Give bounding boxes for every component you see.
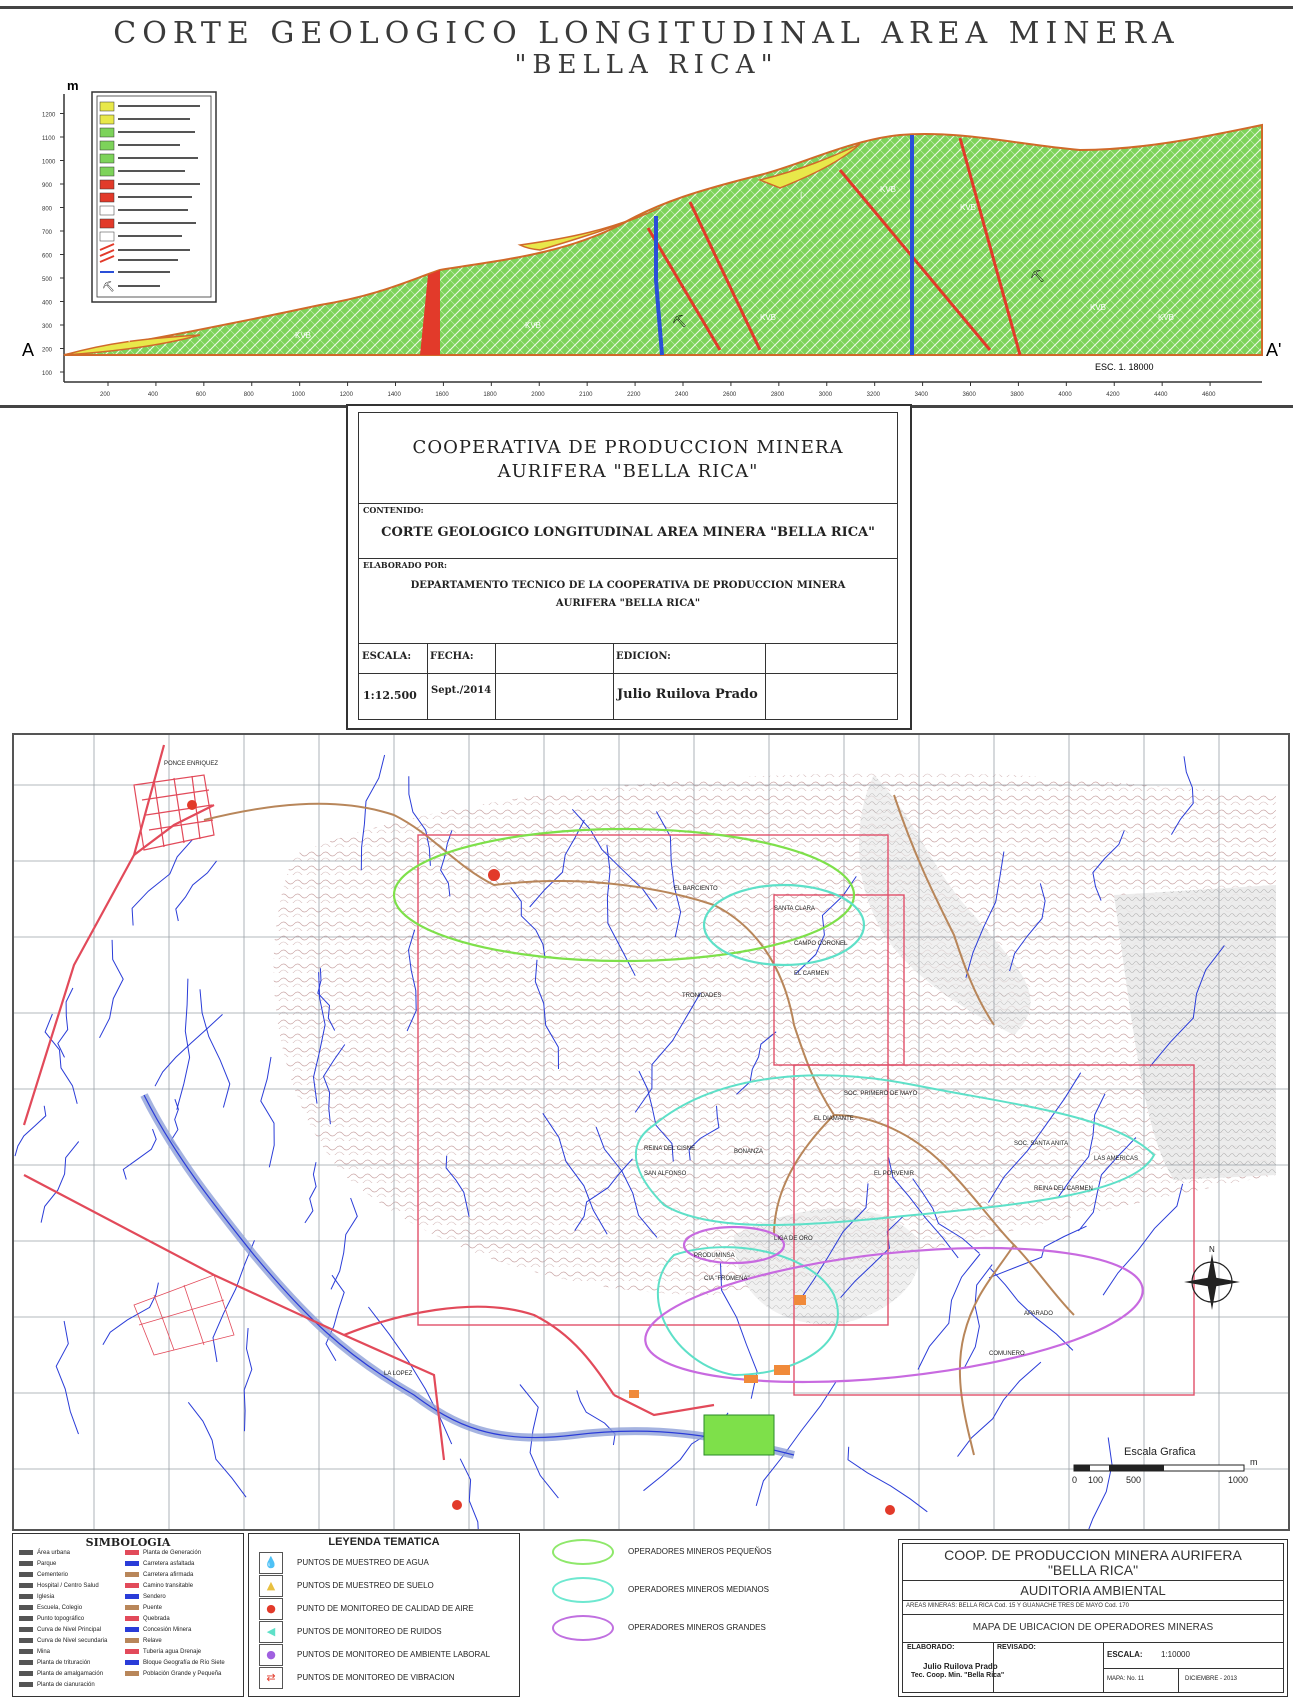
cartouche-line2: "BELLA RICA": [1047, 1562, 1139, 1578]
simbologia-item-label: Planta de Generación: [143, 1550, 202, 1557]
section-title-line1: CORTE GEOLOGICO LONGITUDINAL AREA MINERA: [113, 16, 1180, 51]
simbologia-item: [125, 1638, 162, 1644]
section-start-label: A: [22, 340, 35, 360]
place-label: CAMPO CORONEL: [794, 941, 848, 947]
place-label: SAN ALFONSO: [644, 1171, 687, 1177]
place-label: PONCE ENRIQUEZ: [164, 761, 219, 767]
simbologia-item: [19, 1550, 70, 1556]
simbologia-title: SIMBOLOGIA: [85, 1536, 171, 1549]
simbologia-item: [19, 1616, 84, 1622]
simbologia-item-label: Carretera afirmada: [143, 1572, 194, 1579]
operator-zone-swatch-icon: [552, 1539, 614, 1565]
y-tick-label: 900: [42, 183, 53, 189]
monitoring-point-icon: 💧: [259, 1552, 283, 1574]
scale-bar-tick: 100: [1088, 1475, 1104, 1485]
simbologia-item-label: Curva de Nivel secundaria: [37, 1638, 108, 1645]
simbologia-item: [19, 1638, 107, 1644]
place-label: EL PORVENIR: [874, 1171, 915, 1177]
leyenda-tematica-box: [248, 1533, 520, 1697]
operator-zone-label: OPERADORES MINEROS MEDIANOS: [628, 1585, 769, 1594]
top-frame-line: [0, 6, 1293, 9]
x-tick-label: 2000: [531, 392, 545, 398]
place-label: REINA DEL CARMEN: [1034, 1186, 1093, 1192]
simbologia-item: [19, 1561, 56, 1567]
section-scale-text: ESC. 1. 18000: [1095, 362, 1154, 372]
x-tick-label: 4600: [1202, 392, 1216, 398]
place-label: TRONIDADES: [682, 993, 722, 999]
scale-bar-tick: 0: [1072, 1475, 1078, 1485]
simbologia-swatch-icon: [125, 1561, 139, 1566]
simbologia-item: [125, 1627, 191, 1633]
place-label: LA LOPEZ: [384, 1371, 413, 1377]
simbologia-item: [19, 1572, 68, 1578]
simbologia-swatch-icon: [125, 1583, 139, 1588]
simbologia-item: [125, 1550, 201, 1556]
x-tick-label: 4000: [1058, 392, 1072, 398]
place-label: REINA DEL CISNE: [644, 1146, 696, 1152]
operator-zone-label: OPERADORES MINEROS PEQUEÑOS: [628, 1547, 772, 1556]
tb-fecha-label: FECHA:: [430, 651, 474, 662]
simbologia-item: [125, 1616, 170, 1622]
tb-footer-row: [359, 643, 897, 719]
simbologia-item: [19, 1605, 82, 1611]
y-tick-label: 500: [42, 277, 53, 283]
place-label: PRODUMINSA: [694, 1253, 735, 1259]
place-label: EL CARMEN: [794, 971, 829, 977]
simbologia-item-label: Bloque Geografía de Río Siete: [143, 1660, 225, 1667]
geologic-cross-section: [0, 80, 1293, 410]
monitoring-point-icon: ⇄: [259, 1667, 283, 1689]
simbologia-swatch-icon: [125, 1638, 139, 1643]
tb-elaborado-line2: AURIFERA "BELLA RICA": [555, 598, 701, 609]
cartouche-elaborado-label: ELABORADO:: [907, 1644, 955, 1651]
tematica-item-label: PUNTOS DE MONITOREO DE AMBIENTE LABORAL: [297, 1650, 491, 1659]
tematica-item-label: PUNTOS DE MONITOREO DE RUIDOS: [297, 1627, 442, 1636]
scale-bar-title: Escala Grafica: [1124, 1446, 1196, 1458]
x-tick-label: 1200: [339, 392, 353, 398]
leyenda-tematica-list: [249, 1552, 519, 1694]
x-tick-label: 1400: [387, 392, 401, 398]
simbologia-item: [125, 1561, 194, 1567]
place-label: BONANZA: [734, 1149, 764, 1155]
tematica-item-label: PUNTOS DE MUESTREO DE AGUA: [297, 1558, 429, 1567]
geologic-unit-label: KVB: [1158, 313, 1175, 322]
place-label: SOC. SANTA ANITA: [1014, 1141, 1069, 1147]
simbologia-item-label: Área urbana: [37, 1550, 71, 1557]
monitoring-point-icon: ●: [259, 1644, 283, 1666]
tb-edicion-cell: [613, 643, 766, 719]
simbologia-swatch-icon: [19, 1682, 33, 1687]
tb-contenido-row: [359, 503, 897, 559]
simbologia-swatch-icon: [125, 1605, 139, 1610]
simbologia-swatch-icon: [125, 1550, 139, 1555]
x-tick-label: 4400: [1154, 392, 1168, 398]
tb-blank-cell: [495, 643, 614, 719]
cartouche-inner: [902, 1543, 1284, 1693]
simbologia-swatch-icon: [19, 1550, 33, 1555]
x-tick-label: 200: [100, 392, 111, 398]
geologic-unit-label: KVB: [295, 331, 312, 340]
cartouche-line3: AUDITORIA AMBIENTAL: [1020, 1583, 1166, 1598]
monitoring-point-icon: ●: [259, 1598, 283, 1620]
leyenda-tematica-title: LEYENDA TEMATICA: [328, 1536, 440, 1548]
title-block-inner: [358, 412, 898, 720]
x-tick-label: 2100: [579, 392, 593, 398]
simbologia-item-label: Parque: [37, 1561, 57, 1568]
geologic-unit-label: KVB: [1090, 303, 1107, 312]
simbologia-swatch-icon: [125, 1627, 139, 1632]
simbologia-item-label: Relave: [143, 1638, 162, 1645]
simbologia-item: [19, 1583, 99, 1589]
cartouche-date: DICIEMBRE - 2013: [1185, 1676, 1238, 1682]
x-tick-label: 2600: [722, 392, 737, 398]
simbologia-swatch-icon: [125, 1616, 139, 1621]
x-tick-label: 3800: [1010, 392, 1024, 398]
tb-fecha-cell: [427, 643, 496, 719]
x-tick-label: 2200: [627, 392, 641, 398]
x-tick-label: 3200: [866, 392, 881, 398]
simbologia-swatch-icon: [19, 1583, 33, 1588]
monitoring-point-icon: ▲: [259, 1575, 283, 1597]
tb-contenido-text: CORTE GEOLOGICO LONGITUDINAL AREA MINERA "BELLA RICA": [381, 525, 875, 540]
simbologia-item: [125, 1594, 166, 1600]
y-tick-label: 1200: [42, 112, 56, 119]
cartouche-author-line1: Julio Ruilova Prado: [923, 1662, 998, 1671]
x-tick-label: 1600: [435, 392, 449, 398]
y-tick-label: 600: [42, 253, 53, 260]
simbologia-item-label: Planta de cianuración: [37, 1682, 95, 1689]
tb-escala-label: ESCALA:: [362, 651, 412, 662]
tb-edicion-label: EDICION:: [616, 651, 671, 662]
tb-org-line1: COOPERATIVA DE PRODUCCION MINERA: [412, 437, 844, 458]
tb-escala-cell: [359, 643, 428, 719]
simbologia-swatch-icon: [19, 1638, 33, 1643]
simbologia-swatch-icon: [19, 1605, 33, 1610]
simbologia-item: [19, 1649, 50, 1655]
mine-symbol-icon: ⛏: [672, 314, 688, 328]
place-label: EL DIAMANTE: [814, 1116, 854, 1122]
geologic-unit-label: KVB: [760, 313, 777, 322]
map-cartouche: [898, 1539, 1288, 1697]
simbologia-list: [13, 1550, 243, 1694]
tailings-facility: [704, 1415, 774, 1455]
simbologia-swatch-icon: [125, 1660, 139, 1665]
x-tick-label: 800: [243, 392, 254, 398]
cartouche-author-line2: Tec. Coop. Min. "Bella Rica": [911, 1672, 1005, 1679]
tematica-item-label: PUNTO DE MONITOREO DE CALIDAD DE AIRE: [297, 1604, 474, 1613]
tb-elaborado-row: [359, 558, 897, 644]
simbologia-swatch-icon: [125, 1649, 139, 1654]
svg-text:⛏: ⛏: [102, 282, 115, 293]
operator-zone-swatch-icon: [552, 1615, 614, 1641]
simbologia-swatch-icon: [19, 1572, 33, 1577]
geologic-unit-label: KVB: [525, 321, 542, 330]
simbologia-item-label: Concesión Minera: [143, 1627, 192, 1634]
terrain-body: [64, 125, 1262, 355]
geology-legend-box: [92, 92, 216, 302]
simbologia-item-label: Carretera asfaltada: [143, 1561, 195, 1568]
simbologia-item-label: Iglesia: [37, 1594, 55, 1601]
simbologia-item: [19, 1671, 103, 1677]
section-end-label: A': [1266, 340, 1282, 360]
tb-elaborado-line1: DEPARTAMENTO TECNICO DE LA COOPERATIVA DE PRODUCCION MINERA: [410, 580, 846, 591]
geologic-unit-label: KVB: [880, 185, 897, 194]
geologic-unit-label: KVB: [960, 203, 977, 212]
x-tick-label: 3400: [914, 392, 928, 398]
cartouche-revisado-label: REVISADO:: [997, 1644, 1036, 1651]
simbologia-item-label: Tubería agua Drenaje: [143, 1649, 202, 1656]
cartouche-escala-value: 1:10000: [1161, 1650, 1190, 1659]
place-label: CIA "FROMENA": [704, 1276, 750, 1282]
cartouche-line4: AREAS MINERAS: BELLA RICA Cod. 15 Y GUANACHE TRES DE MAYO Cod. 170: [906, 1603, 1129, 1609]
scale-bar-unit: m: [1250, 1457, 1258, 1467]
simbologia-item: [125, 1583, 193, 1589]
simbologia-item: [125, 1660, 225, 1666]
cartouche-escala-label: ESCALA:: [1107, 1650, 1143, 1659]
simbologia-swatch-icon: [125, 1671, 139, 1676]
simbologia-item: [19, 1660, 90, 1666]
tematica-item-label: PUNTOS DE MUESTREO DE SUELO: [297, 1581, 434, 1590]
simbologia-item-label: Planta de trituración: [37, 1660, 91, 1667]
x-tick-label: 3000: [818, 392, 833, 398]
simbologia-item: [125, 1605, 162, 1611]
simbologia-item: [125, 1572, 193, 1578]
place-label: COMUNERO: [989, 1351, 1025, 1357]
place-label: SOC. PRIMERO DE MAYO: [844, 1091, 918, 1097]
x-tick-label: 4200: [1106, 392, 1120, 398]
simbologia-item-label: Camino transitable: [143, 1583, 194, 1590]
map-legend-area: [12, 1529, 1286, 1700]
geologic-section-panel: [0, 0, 1293, 410]
north-label: N: [1209, 1245, 1215, 1254]
simbologia-item-label: Puente: [143, 1605, 163, 1612]
y-tick-label: 1000: [42, 159, 56, 166]
x-tick-label: 3600: [962, 392, 976, 398]
simbologia-item-label: Curva de Nivel Principal: [37, 1627, 102, 1634]
tb-elaborado-label: ELABORADO POR:: [363, 560, 447, 570]
y-tick-label: 700: [42, 230, 53, 236]
place-label: LIGA DE ORO: [774, 1236, 813, 1242]
operator-zone-label: OPERADORES MINEROS GRANDES: [628, 1623, 766, 1632]
simbologia-swatch-icon: [19, 1649, 33, 1654]
simbologia-item-label: Cementerio: [37, 1572, 69, 1579]
y-tick-label: 1100: [42, 136, 55, 142]
operators-legend: [552, 1539, 822, 1659]
geologic-unit-label: I: [800, 191, 803, 200]
x-tick-label: 1000: [291, 392, 306, 398]
simbologia-item: [19, 1627, 101, 1633]
tb-org-row: [359, 413, 897, 504]
x-tick-label: 600: [195, 392, 206, 398]
simbologia-swatch-icon: [19, 1561, 33, 1566]
simbologia-swatch-icon: [19, 1627, 33, 1632]
simbologia-item: [19, 1682, 95, 1688]
title-block: [346, 404, 912, 730]
scale-bar-tick: 1000: [1228, 1475, 1249, 1485]
cartouche-line5: MAPA DE UBICACION DE OPERADORES MINERAS: [972, 1622, 1214, 1633]
simbologia-swatch-icon: [19, 1616, 33, 1621]
place-label: LAS AMERICAS: [1094, 1156, 1139, 1162]
y-tick-label: 100: [42, 371, 53, 377]
y-tick-label: 300: [42, 324, 53, 330]
x-tick-label: 2400: [675, 392, 689, 398]
y-tick-label: 200: [42, 347, 53, 354]
geologic-unit-label: I: [128, 335, 131, 344]
tb-footer-divider: [359, 673, 897, 674]
operator-zone-swatch-icon: [552, 1577, 614, 1603]
location-map: [12, 733, 1290, 1531]
cartouche-mapa-label: MAPA: No. 11: [1107, 1676, 1145, 1682]
y-tick-label: 400: [42, 300, 53, 307]
tb-contenido-label: CONTENIDO:: [363, 505, 424, 515]
section-title-line2: "BELLA RICA": [514, 50, 779, 80]
simbologia-item-label: Sendero: [143, 1594, 166, 1601]
tb-edicion-value: Julio Ruilova Prado: [617, 687, 758, 702]
simbologia-item-label: Punto topográfico: [37, 1616, 85, 1623]
simbologia-item-label: Hospital / Centro Salud: [37, 1583, 99, 1590]
place-label: APARADO: [1024, 1311, 1053, 1317]
tb-org-line2: AURIFERA "BELLA RICA": [497, 461, 759, 482]
simbologia-swatch-icon: [19, 1594, 33, 1599]
x-tick-label: 400: [147, 392, 158, 398]
cartouche-line1: COOP. DE PRODUCCION MINERA AURIFERA: [944, 1547, 1242, 1563]
y-tick-label: 800: [42, 206, 53, 213]
tb-fecha-value: Sept./2014: [431, 685, 492, 696]
monitoring-point-icon: ◀: [259, 1621, 283, 1643]
simbologia-swatch-icon: [125, 1594, 139, 1599]
simbologia-swatch-icon: [19, 1660, 33, 1665]
y-axis-unit: m: [67, 80, 79, 93]
simbologia-item: [125, 1671, 221, 1677]
mine-symbol-icon: ⛏: [1030, 269, 1046, 283]
simbologia-item: [19, 1594, 54, 1600]
x-tick-label: 2800: [770, 392, 785, 398]
simbologia-item: [125, 1649, 201, 1655]
simbologia-item-label: Escuela, Colegio: [37, 1605, 83, 1612]
place-label: SANTA CLARA: [774, 906, 815, 912]
simbologia-item-label: Mina: [37, 1649, 51, 1656]
simbologia-item-label: Planta de amalgamación: [37, 1671, 104, 1678]
simbologia-swatch-icon: [125, 1572, 139, 1577]
map-canvas: [14, 735, 1288, 1529]
tematica-item-label: PUNTOS DE MONITOREO DE VIBRACION: [297, 1673, 455, 1682]
simbologia-item-label: Quebrada: [143, 1616, 170, 1623]
place-label: EL BARCIENTO: [674, 886, 718, 892]
scale-bar-tick: 500: [1126, 1475, 1142, 1485]
x-tick-label: 1800: [483, 392, 497, 398]
simbologia-item-label: Población Grande y Pequeña: [143, 1671, 222, 1678]
simbologia-swatch-icon: [19, 1671, 33, 1676]
tb-escala-value: 1:12.500: [363, 689, 417, 702]
simbologia-box: [12, 1533, 244, 1697]
